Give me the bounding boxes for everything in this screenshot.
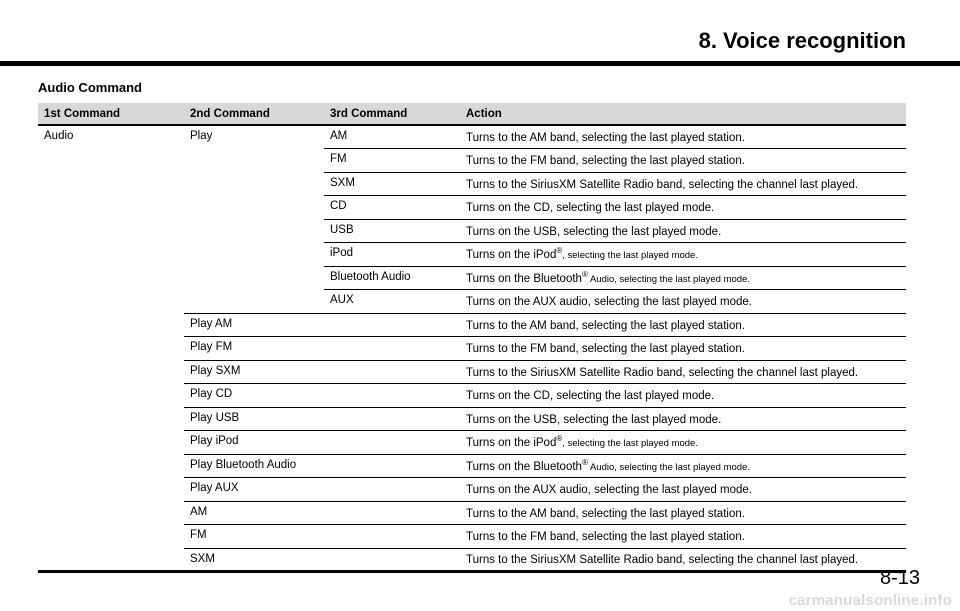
second-command-cell: FM xyxy=(184,525,460,549)
header-1st-command: 1st Command xyxy=(44,107,121,120)
action-cell: Turns on the AUX audio, selecting the last played mode. xyxy=(460,290,906,314)
action-cell: Turns to the SiriusXM Satellite Radio band, selecting the channel last played. xyxy=(460,172,906,196)
action-cell: Turns to the FM band, selecting the last played station. xyxy=(460,525,906,549)
second-command-cell: Play FM xyxy=(184,337,460,361)
action-text-small: , selecting the last played mode. xyxy=(562,438,698,450)
first-command-cell: Audio xyxy=(44,130,74,142)
third-command-cell: SXM xyxy=(324,172,460,196)
second-command-cell: Play AM xyxy=(184,313,460,337)
action-text: Turns on the iPod xyxy=(466,437,557,450)
action-cell: Turns on the AUX audio, selecting the last played mode. xyxy=(460,478,906,502)
action-cell: Turns on the USB, selecting the last played mode. xyxy=(460,219,906,243)
table-row xyxy=(38,125,906,149)
action-cell: Turns to the AM band, selecting the last played station. xyxy=(460,313,906,337)
registered-mark: ® xyxy=(556,246,563,256)
second-command-cell: Play USB xyxy=(184,407,460,431)
action-cell: Turns on the CD, selecting the last played mode. xyxy=(460,196,906,220)
action-text: Turns on the Bluetooth xyxy=(466,460,582,473)
section-title: Audio Command xyxy=(38,80,142,95)
action-cell: Turns to the FM band, selecting the last played station. xyxy=(460,149,906,173)
audio-command-table xyxy=(38,103,906,573)
action-cell xyxy=(460,266,906,290)
registered-mark: ® xyxy=(556,434,563,444)
third-command-cell: USB xyxy=(324,219,460,243)
table-header-row xyxy=(38,103,906,125)
second-command-cell: AM xyxy=(184,501,460,525)
action-cell: Turns to the SiriusXM Satellite Radio band, selecting the channel last played. xyxy=(466,554,859,567)
action-text-small: , selecting the last played mode. xyxy=(562,250,698,262)
page-number: 8-13 xyxy=(879,567,920,589)
action-cell xyxy=(460,243,906,267)
registered-mark: ® xyxy=(581,269,588,279)
third-command-cell: AUX xyxy=(324,290,460,314)
second-command-cell: Play AUX xyxy=(184,478,460,502)
second-command-cell: Play Bluetooth Audio xyxy=(184,454,460,478)
chapter-title: 8. Voice recognition xyxy=(698,28,906,53)
registered-mark: ® xyxy=(581,457,588,467)
action-cell: Turns to the AM band, selecting the last played station. xyxy=(460,501,906,525)
action-cell xyxy=(460,431,906,455)
action-text-small: Audio, selecting the last played mode. xyxy=(587,273,750,285)
header-2nd-command: 2nd Command xyxy=(190,107,270,120)
action-cell xyxy=(460,454,906,478)
action-cell: Turns to the AM band, selecting the last played station. xyxy=(460,125,906,149)
second-command-cell: Play CD xyxy=(184,384,460,408)
third-command-cell: Bluetooth Audio xyxy=(324,266,460,290)
second-command-cell: Play xyxy=(184,125,324,313)
header-rule xyxy=(0,61,960,66)
second-command-cell: Play iPod xyxy=(184,431,460,455)
watermark: carmanualsonline.info xyxy=(788,592,952,609)
header-3rd-command: 3rd Command xyxy=(330,107,408,120)
third-command-cell: CD xyxy=(324,196,460,220)
third-command-cell: iPod xyxy=(324,243,460,267)
third-command-cell: FM xyxy=(324,149,460,173)
action-text-small: Audio, selecting the last played mode. xyxy=(587,461,750,473)
action-text: Turns on the iPod xyxy=(466,249,557,262)
second-command-cell: Play SXM xyxy=(184,360,460,384)
action-cell: Turns to the SiriusXM Satellite Radio band, selecting the channel last played. xyxy=(460,360,906,384)
second-command-cell: SXM xyxy=(190,552,215,565)
action-cell: Turns on the USB, selecting the last played mode. xyxy=(460,407,906,431)
action-text: Turns on the Bluetooth xyxy=(466,272,582,285)
action-cell: Turns on the CD, selecting the last played mode. xyxy=(460,384,906,408)
header-action: Action xyxy=(466,107,502,120)
action-cell: Turns to the FM band, selecting the last played station. xyxy=(460,337,906,361)
third-command-cell: AM xyxy=(324,125,460,149)
